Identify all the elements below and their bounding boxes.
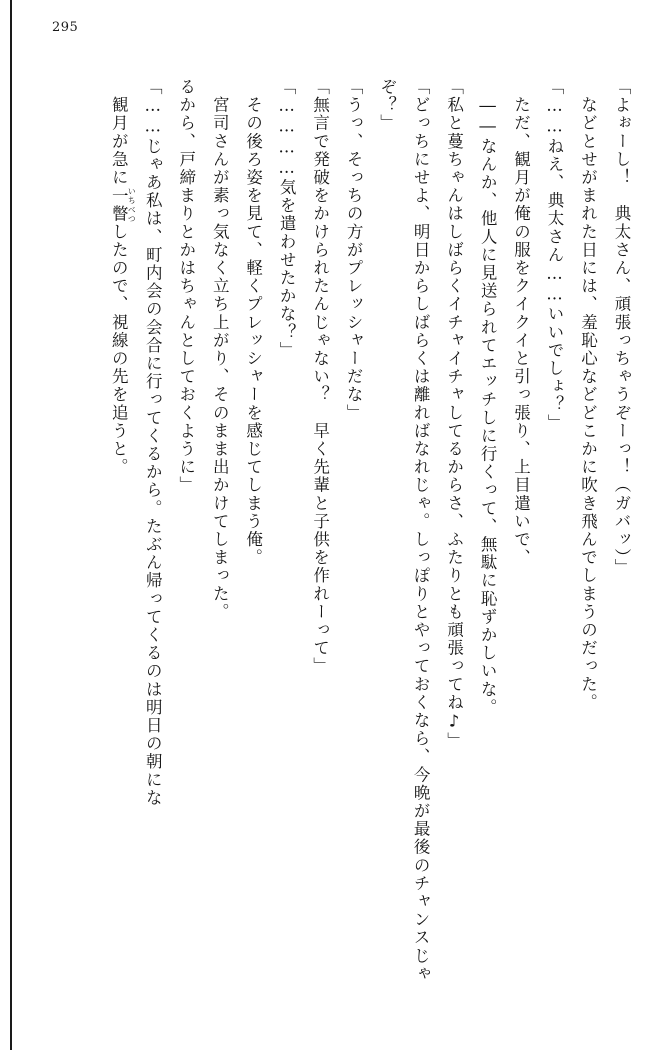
paragraph: その後ろ姿を見て、軽くプレッシャーを感じてしまう俺。 bbox=[243, 78, 263, 567]
paragraph: るから、戸締まりとかはちゃんとしておくように」 bbox=[176, 78, 196, 495]
paragraph: ただ、観月が俺の服をクイクイと引っ張り、上目遣いで、 bbox=[511, 78, 531, 567]
novel-body-text bbox=[38, 78, 638, 998]
paragraph: 「……ねえ、典太さん……いいでしょ？」 bbox=[545, 78, 565, 432]
ruby-annotation: 一瞥 いちべつ bbox=[109, 186, 137, 223]
paragraph: などとせがまれた日には、羞恥心などどこかに吹き飛んでしまうのだった。 bbox=[578, 78, 598, 712]
paragraph: 「無言で発破をかけられたんじゃない？ 早く先輩と子供を作れーって」 bbox=[310, 78, 330, 676]
paragraph: 「……じゃあ私は、町内会の会合に行ってくるから。たぶん帰ってくるのは明日の朝にな bbox=[143, 78, 163, 807]
paragraph: 「よぉーし！ 典太さん、頑張っちゃうぞーっ！（ガバッ）」 bbox=[612, 78, 631, 577]
paragraph: 観月が急に一瞥 いちべつしたので、視線の先を追うと。 bbox=[109, 78, 137, 477]
paragraph: ――なんか、他人に見送られてエッチしに行くって、無駄に恥ずかしいな。 bbox=[478, 78, 498, 717]
paragraph: 「うっ、そっちの方がプレッシャーだな」 bbox=[344, 78, 364, 422]
page-number: 295 bbox=[52, 20, 79, 35]
paragraph: 宮司さんが素っ気なく立ち上がり、そのまま出かけてしまった。 bbox=[210, 78, 230, 621]
paragraph: 「私と蔓ちゃんはしばらくイチャイチャしてるからさ、ふたりとも頑張ってね♪」 bbox=[444, 78, 464, 751]
paragraph: 「どっちにせよ、明日からしばらくは離ればなれじゃ。しっぽりとやっておくなら、今晩が最後のチャンスじゃぞ？」 bbox=[377, 78, 431, 983]
paragraph: 「…………気を遣わせたかな？」 bbox=[277, 78, 297, 360]
